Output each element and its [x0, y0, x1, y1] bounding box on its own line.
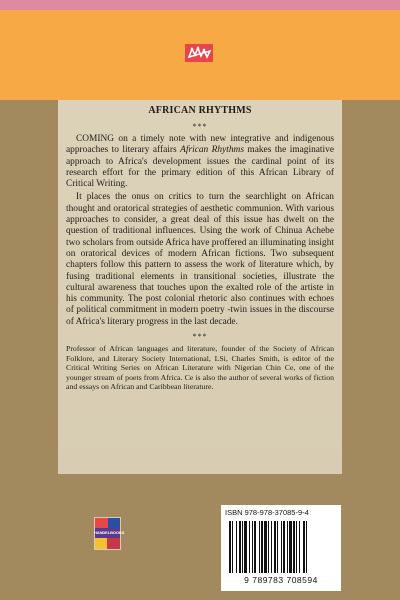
blurb-paragraph-1-start: COMING on a timely note with new integrative and indigenous approaches to literary affairs — [66, 134, 334, 156]
barcode-bar — [281, 521, 282, 573]
isbn-barcode-block — [221, 505, 341, 591]
barcode-bar — [268, 521, 269, 573]
pink-stripe — [0, 0, 400, 10]
barcode-bar — [236, 521, 237, 573]
barcode-bar — [232, 521, 233, 573]
barcode-bar — [264, 521, 267, 573]
book-title: AFRICAN RHYTHMS — [148, 105, 252, 116]
barcode-digits: 9 789783 708594 — [244, 575, 318, 585]
barcode-bar — [299, 521, 300, 573]
barcode-bar — [293, 521, 295, 573]
barcode-bar — [249, 521, 250, 573]
barcode-bar — [287, 521, 288, 573]
barcode-bar — [252, 521, 253, 573]
barcode-bar — [303, 521, 305, 573]
blurb-paragraph-2: It places the onus on critics to turn the searchlight on African thought and oratorical strategies of aesthetic communion. With various approaches to consider, a great deal of this issue has dwelt on the question of traditional influences. Using the work of Chinua Achebe two scholars from outside Africa have proffered an illuminating insight on oratorical devices of modern African fictions. Two subsequent chapters follow this pattern to assess the work of literature which, by fusing traditional elements in transitional societies, illustrate the cultural awareness that touches upon the exalted role of the artiste in his community. The post colonial rhetoric also continues with echoes of political commitment in modern poetry -twin issues in the discourse of Africa's literary progress in the last decade. — [66, 192, 334, 327]
publisher-name: HANDELBOOKS — [94, 530, 125, 535]
barcode-bar — [239, 521, 241, 573]
barcode-graphic — [227, 521, 335, 573]
blurb-paragraph-1 — [66, 134, 334, 190]
separator-stars: *** — [192, 122, 208, 131]
barcode-bar — [306, 521, 307, 573]
italic-book-title: African Rhythms — [180, 145, 244, 156]
star-burst-logo-icon — [185, 44, 213, 62]
back-cover-text-panel — [58, 100, 342, 474]
separator-stars-2: *** — [192, 332, 208, 342]
barcode-bar — [229, 521, 231, 573]
author-bio: Professor of African languages and literature, founder of the Society of African Folklore, and Literary Society International, LSi, Charles Smith, is editor of the Critical Writing Series on African Literature with Nigerian Chin Ce, one of the younger stream of poets from Africa. Ce is also the author of several works of fiction and essays on African and Caribbean literature. — [66, 344, 334, 392]
barcode-bar — [242, 521, 243, 573]
barcode-bar — [244, 521, 247, 573]
barcode-bar — [254, 521, 256, 573]
barcode-bar — [271, 521, 272, 573]
blurb-paragraph-1-end: makes the imaginative approach to Africa's development issues the cardinal point of its research effort for the primary edition of this African Library of Critical Writing. — [66, 145, 334, 190]
isbn-label: ISBN 978-978-37085-9-4 — [225, 508, 309, 517]
barcode-bar — [277, 521, 278, 573]
barcode-bar — [296, 521, 297, 573]
barcode-bar — [261, 521, 263, 573]
barcode-bar — [274, 521, 276, 573]
barcode-bar — [259, 521, 260, 573]
barcode-bar — [289, 521, 292, 573]
barcode-bar — [283, 521, 285, 573]
